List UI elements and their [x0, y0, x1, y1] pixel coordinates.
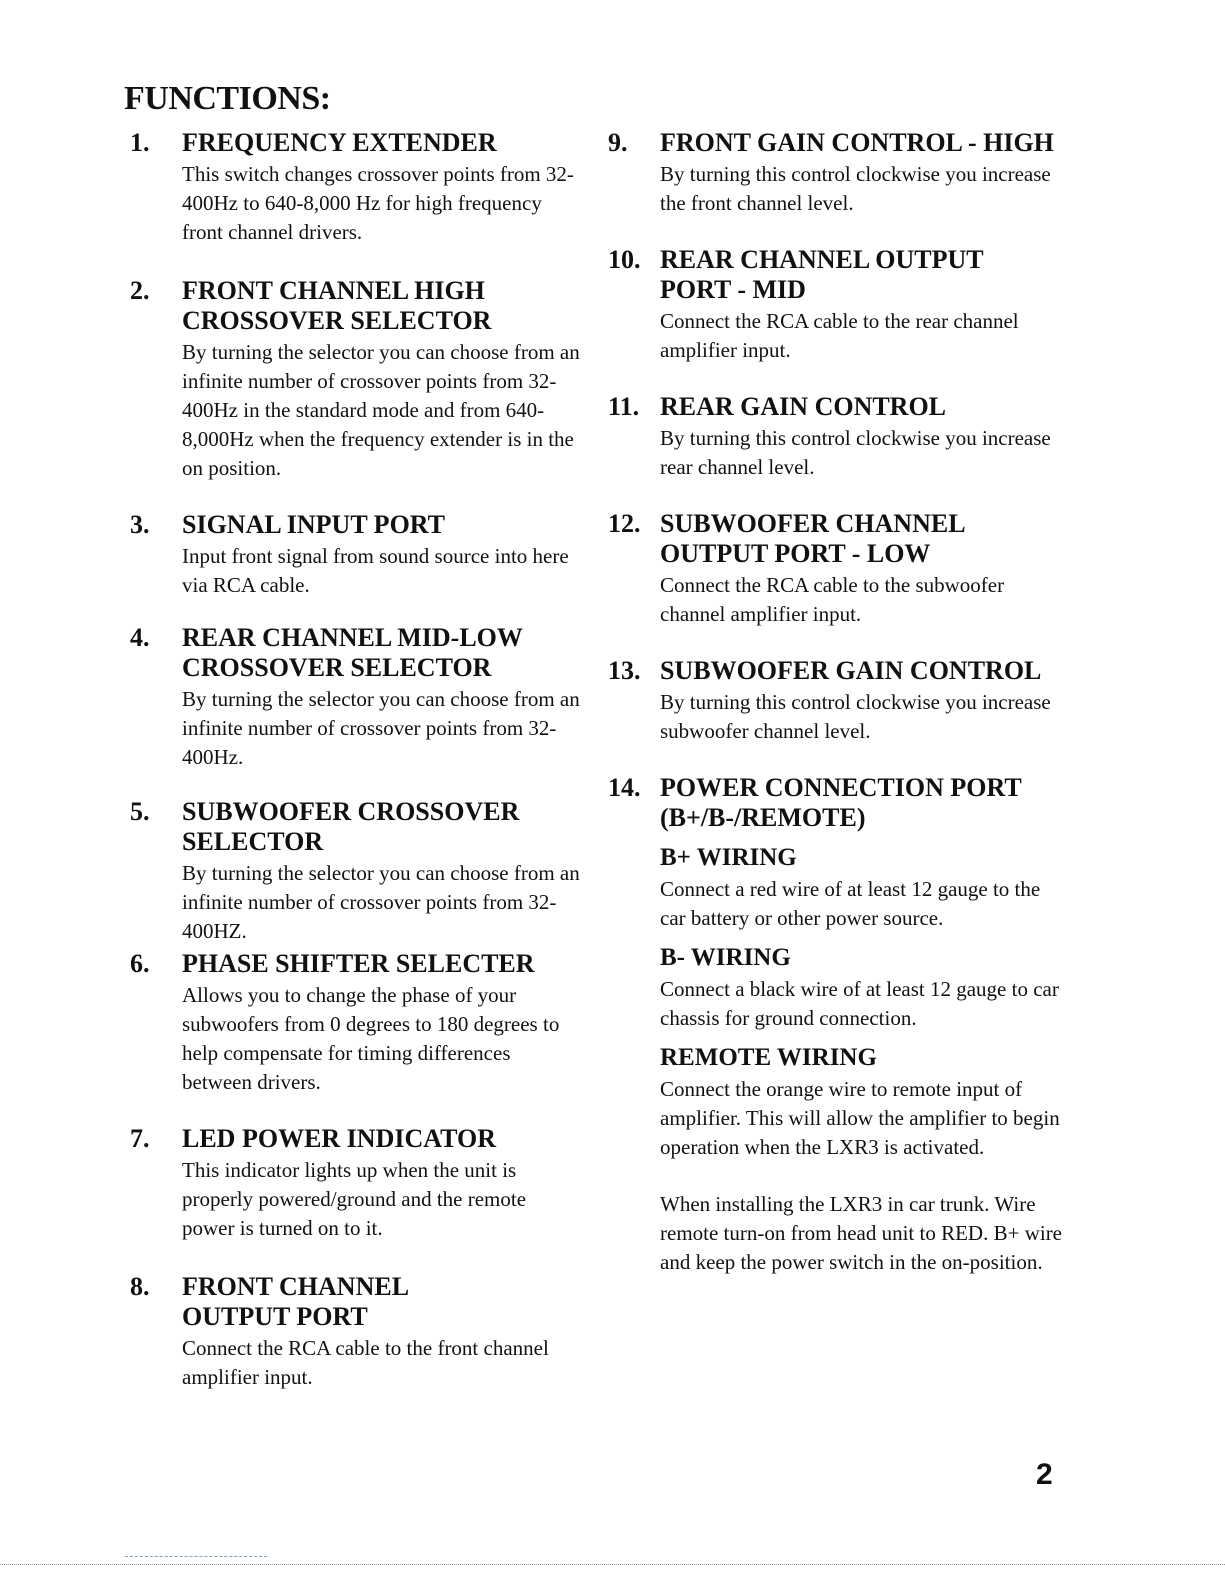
item-description: By turning this control clockwise you increase the front channel level. [660, 162, 1051, 215]
wiring-heading: B- WIRING [660, 944, 791, 971]
item-heading: OUTPUT PORT [182, 1302, 368, 1331]
item-heading: CROSSOVER SELECTOR [182, 306, 492, 335]
function-item [130, 510, 580, 600]
function-item [130, 1272, 580, 1392]
item-heading: (B+/B-/REMOTE) [660, 803, 866, 832]
item-heading: REAR CHANNEL MID-LOW [182, 623, 523, 652]
item-number: 5. [130, 797, 150, 826]
item-number: 2. [130, 276, 150, 305]
item-heading: FRONT GAIN CONTROL - HIGH [660, 128, 1054, 157]
item-description: Connect the RCA cable to the rear channel amplifier input. [660, 309, 1019, 362]
installation-note: When installing the LXR3 in car trunk. Wire remote turn-on from head unit to RED. B+ wire and keep the power switch in the on-position. [660, 1192, 1063, 1274]
function-item [130, 623, 580, 772]
item-description: Connect the RCA cable to the front channel amplifier input. [182, 1336, 549, 1389]
item-heading: SELECTOR [182, 827, 324, 856]
item-heading: SUBWOOFER CHANNEL [660, 509, 966, 538]
wiring-description: Connect a black wire of at least 12 gauge to car chassis for ground connection. [660, 977, 1059, 1030]
item-number: 9. [608, 128, 628, 157]
item-description: By turning the selector you can choose from an infinite number of crossover points from 32-400Hz. [182, 687, 580, 769]
function-item [130, 276, 580, 483]
item-description: Input front signal from sound source into here via RCA cable. [182, 544, 569, 597]
item-number: 13. [608, 656, 641, 685]
item-number: 1. [130, 128, 150, 157]
item-heading: REAR CHANNEL OUTPUT [660, 245, 984, 274]
item-description: This switch changes crossover points from 32-400Hz to 640-8,000 Hz for high frequency front channel drivers. [182, 162, 574, 244]
item-number: 4. [130, 623, 150, 652]
item-heading: SUBWOOFER CROSSOVER [182, 797, 520, 826]
function-item [130, 797, 580, 946]
function-item [130, 128, 580, 247]
bottom-divider [0, 1564, 1225, 1565]
item-description: Connect the RCA cable to the subwoofer channel amplifier input. [660, 573, 1005, 626]
function-item [130, 949, 580, 1097]
item-description: By turning the selector you can choose from an infinite number of crossover points from 32-400Hz in the standard mode and from 640- 8,000Hz when the frequency extender is in the on position. [182, 340, 580, 480]
left-column [130, 128, 580, 1392]
function-item [130, 1124, 580, 1243]
item-heading: POWER CONNECTION PORT [660, 773, 1022, 802]
item-heading: FREQUENCY EXTENDER [182, 128, 497, 157]
item-number: 10. [608, 245, 641, 274]
item-number: 6. [130, 949, 150, 978]
wiring-description: Connect the orange wire to remote input of amplifier. This will allow the amplifier to begin operation when the LXR3 is activated. [660, 1077, 1060, 1159]
wiring-description: Connect a red wire of at least 12 gauge to the car battery or other power source. [660, 877, 1041, 930]
footer-rule [125, 1556, 267, 1557]
item-description: By turning this control clockwise you increase rear channel level. [660, 426, 1051, 479]
item-heading: SUBWOOFER GAIN CONTROL [660, 656, 1042, 685]
item-heading: PHASE SHIFTER SELECTER [182, 949, 535, 978]
item-heading: FRONT CHANNEL [182, 1272, 410, 1301]
item-heading: LED POWER INDICATOR [182, 1124, 496, 1153]
item-heading: PORT - MID [660, 275, 806, 304]
wiring-heading: B+ WIRING [660, 844, 797, 871]
item-number: 7. [130, 1124, 150, 1153]
item-number: 14. [608, 773, 641, 802]
item-heading: CROSSOVER SELECTOR [182, 653, 492, 682]
function-item [608, 392, 1063, 482]
item-number: 3. [130, 510, 150, 539]
page-title: FUNCTIONS: [124, 80, 331, 117]
function-item [608, 656, 1063, 746]
item-description: By turning this control clockwise you increase subwoofer channel level. [660, 690, 1051, 743]
function-item [608, 509, 1063, 629]
item-heading: REAR GAIN CONTROL [660, 392, 947, 421]
function-item [608, 773, 1063, 1162]
page-number: 2 [1036, 1458, 1053, 1491]
item-heading: OUTPUT PORT - LOW [660, 539, 931, 568]
item-heading: SIGNAL INPUT PORT [182, 510, 445, 539]
function-item [608, 128, 1063, 218]
right-column [608, 128, 1063, 1277]
wiring-heading: REMOTE WIRING [660, 1044, 877, 1071]
item-description: Allows you to change the phase of your subwoofers from 0 degrees to 180 degrees to help compensate for timing differences between drivers. [182, 983, 560, 1094]
item-heading: FRONT CHANNEL HIGH [182, 276, 485, 305]
item-number: 8. [130, 1272, 150, 1301]
item-number: 12. [608, 509, 641, 538]
item-description: By turning the selector you can choose from an infinite number of crossover points from 32-400HZ. [182, 861, 580, 943]
item-description: This indicator lights up when the unit is properly powered/ground and the remote power is turned on to it. [182, 1158, 527, 1240]
item-number: 11. [608, 392, 640, 421]
function-item [608, 245, 1063, 365]
